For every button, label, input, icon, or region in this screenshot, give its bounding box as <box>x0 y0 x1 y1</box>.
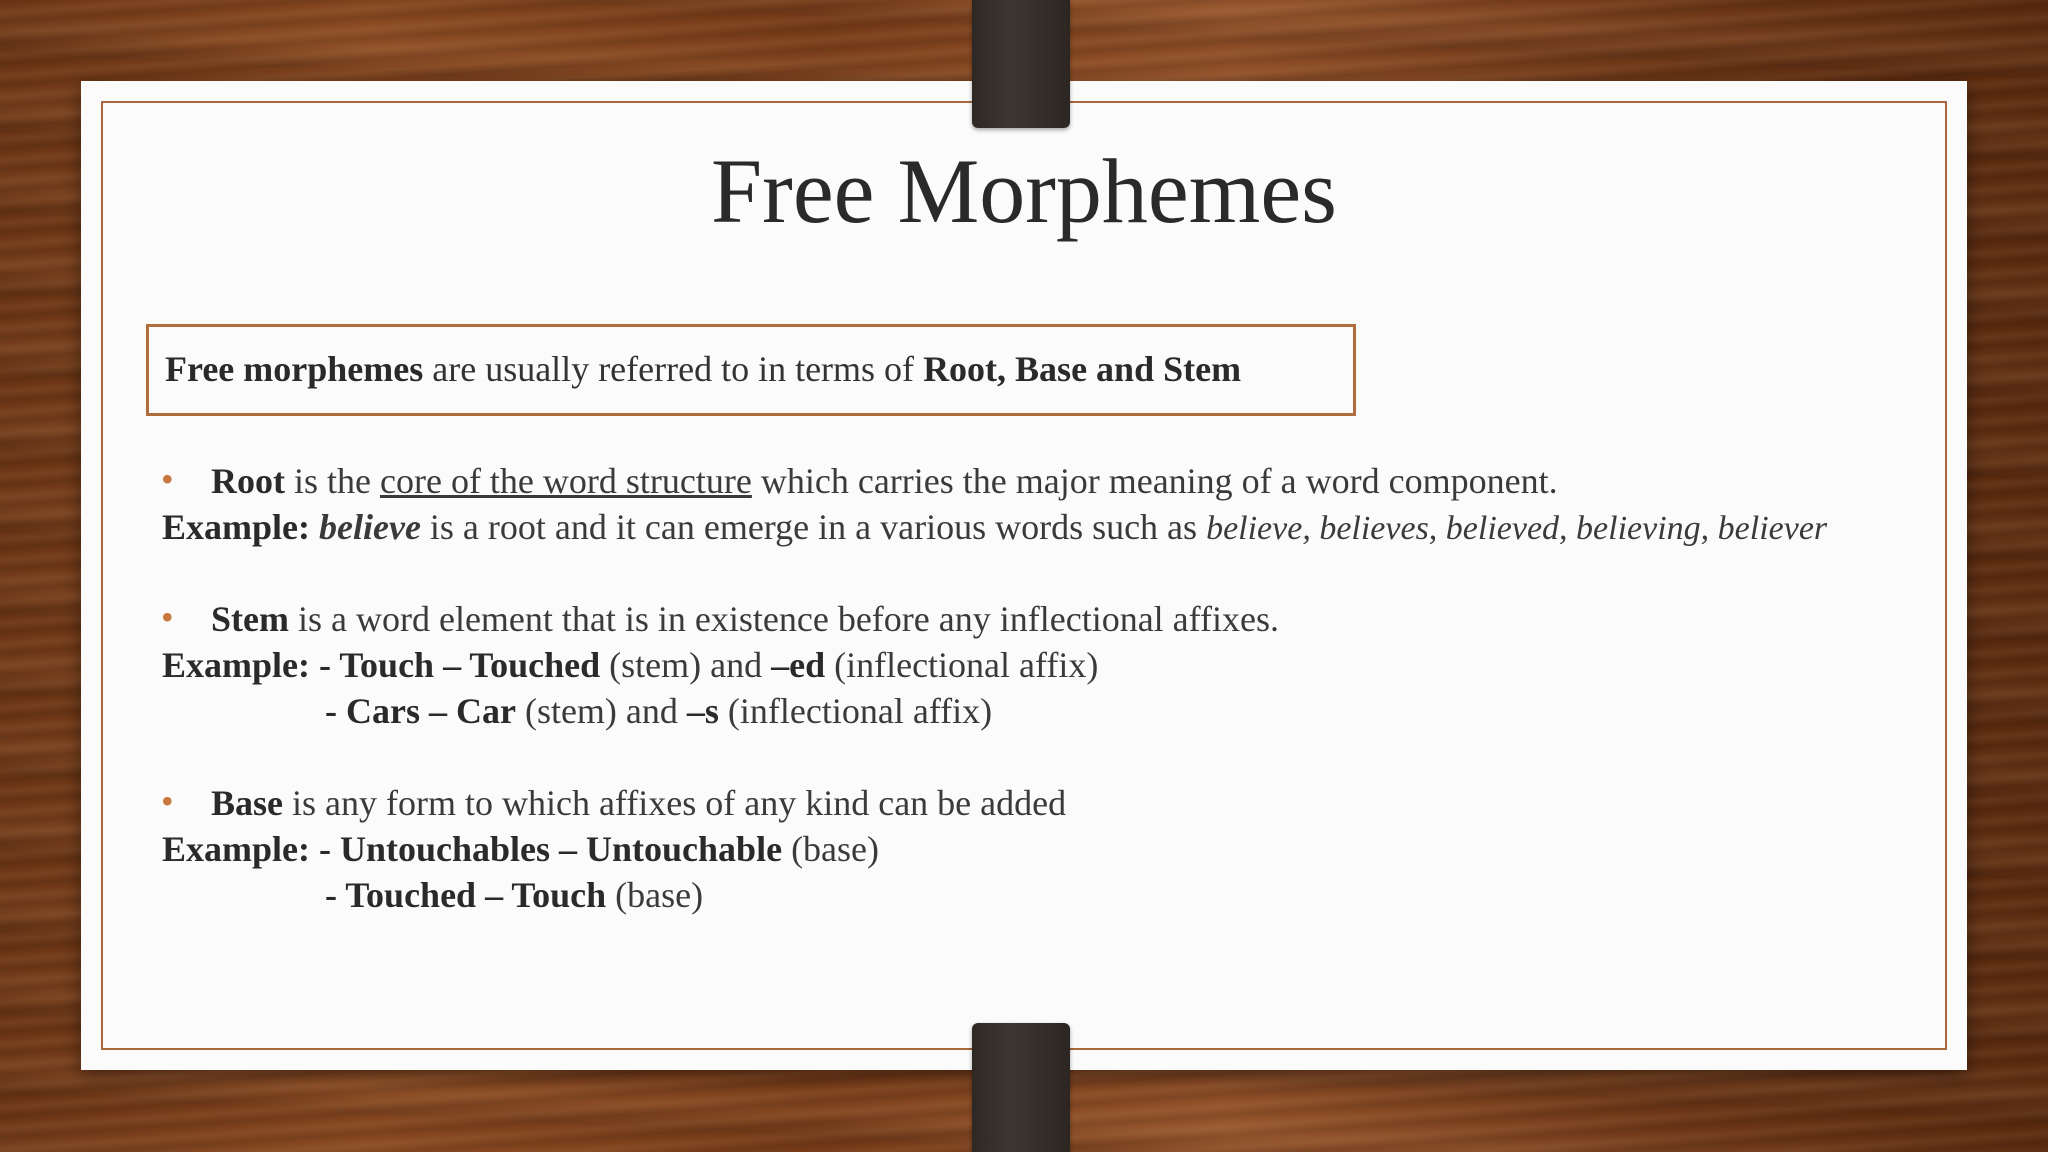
stem-text: is a word element that is in existence before any inflectional affixes. <box>297 599 1279 639</box>
stem-ex1-note: (inflectional affix) <box>834 645 1099 685</box>
base-ex2-note: (base) <box>615 875 704 915</box>
base-term: Base <box>211 783 283 823</box>
stem-ex2-affix: –s <box>686 691 719 731</box>
root-term: Root <box>211 461 285 501</box>
base-example-2 <box>325 874 703 916</box>
base-ex1-words: - Untouchables – Untouchable <box>319 829 783 869</box>
base-bullet: • <box>161 781 174 821</box>
stem-example-1 <box>162 644 1098 686</box>
base-example-label: Example: <box>162 829 310 869</box>
stem-example-label: Example: <box>162 645 310 685</box>
stem-ex2-note: (inflectional affix) <box>727 691 993 731</box>
stem-example-2 <box>325 690 992 732</box>
root-text-2: which carries the major meaning of a word component. <box>760 461 1558 501</box>
slide-title: Free Morphemes <box>711 140 1337 242</box>
root-text-1: is the <box>294 461 371 501</box>
root-bullet: • <box>161 459 174 499</box>
stem-ex1-words: - Touch – Touched <box>319 645 601 685</box>
definition-middle: are usually referred to in terms of <box>432 349 915 389</box>
stem-ex2-words: - Cars – Car <box>325 691 516 731</box>
stem-definition <box>211 598 1279 640</box>
stem-ex1-affix: –ed <box>771 645 826 685</box>
stem-term: Stem <box>211 599 289 639</box>
stem-bullet: • <box>161 597 174 637</box>
definition-text <box>165 348 1241 390</box>
root-example-label: Example: <box>162 507 310 547</box>
root-example-text: is a root and it can emerge in a various words such as <box>429 507 1198 547</box>
bottom-strap <box>972 1023 1070 1152</box>
base-text: is any form to which affixes of any kind can be added <box>292 783 1067 823</box>
root-example-word: believe <box>319 507 421 547</box>
base-ex1-note: (base) <box>791 829 880 869</box>
root-example <box>162 506 1827 548</box>
definition-end: Root, Base and Stem <box>923 349 1242 389</box>
root-definition <box>211 460 1558 502</box>
base-example-1 <box>162 828 879 870</box>
root-underlined: core of the word structure <box>380 461 752 501</box>
root-example-forms: believe, believes, believed, believing, believer <box>1206 510 1828 547</box>
stem-ex2-stem: (stem) and <box>524 691 678 731</box>
base-definition <box>211 782 1066 824</box>
base-ex2-words: - Touched – Touch <box>325 875 607 915</box>
top-strap <box>972 0 1070 128</box>
definition-term: Free morphemes <box>165 349 424 389</box>
definition-box <box>146 324 1356 416</box>
stem-ex1-stem: (stem) and <box>609 645 763 685</box>
